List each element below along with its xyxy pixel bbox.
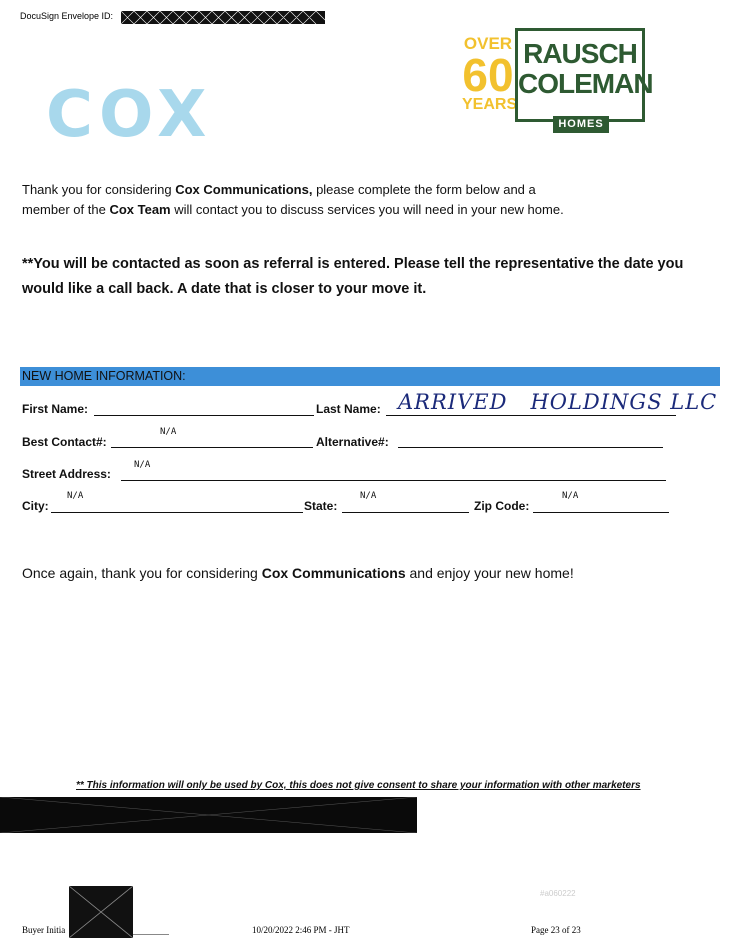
sixty-text: 60: [462, 49, 514, 101]
zip-code-label: Zip Code:: [474, 499, 530, 513]
state-label: State:: [304, 499, 338, 513]
over-60-years-badge: [462, 34, 518, 114]
page-number: Page 23 of 23: [531, 925, 581, 935]
street-address-value: N/A: [134, 460, 151, 470]
city-field[interactable]: [51, 512, 303, 513]
street-address-label: Street Address:: [22, 467, 111, 481]
closing-text: and enjoy your new home!: [405, 565, 574, 581]
city-label: City:: [22, 499, 49, 513]
initials-line: [133, 934, 169, 935]
envelope-id-redaction: [121, 11, 325, 24]
intro-line-2: [22, 200, 722, 220]
coleman-text: COLEMAN: [518, 68, 653, 99]
city-value: N/A: [67, 491, 84, 501]
homes-tag: HOMES: [553, 116, 609, 133]
intro-text: member of the: [22, 202, 110, 217]
zip-code-value: N/A: [562, 491, 579, 501]
buyer-initials-label: Buyer Initia: [22, 925, 66, 935]
street-address-field[interactable]: [121, 480, 666, 481]
intro-text: Thank you for considering: [22, 182, 176, 197]
closing-brand: Cox Communications: [261, 565, 406, 581]
cox-logo: COX: [46, 78, 213, 152]
envelope-id-label: DocuSign Envelope ID:: [20, 11, 114, 21]
closing-text: Once again, thank you for considering: [22, 565, 262, 581]
alternative-field[interactable]: [398, 447, 663, 448]
years-text: YEARS: [462, 96, 518, 113]
callback-callout: [22, 252, 727, 302]
alternative-label: Alternative#:: [316, 435, 389, 449]
callout-line-1: **You will be contacted as soon as referral is entered. Please tell the representative the date you: [22, 256, 684, 272]
intro-brand: Cox Communications,: [175, 182, 313, 197]
section-header: NEW HOME INFORMATION:: [20, 367, 720, 386]
rausch-text: RAUSCH: [523, 38, 637, 69]
state-field[interactable]: [342, 512, 469, 513]
first-name-field[interactable]: [94, 415, 314, 416]
intro-team: Cox Team: [109, 202, 171, 217]
intro-line-1: [22, 180, 722, 200]
redaction-bar: [0, 797, 417, 833]
best-contact-value: N/A: [160, 427, 177, 437]
last-name-field[interactable]: [386, 415, 676, 416]
over-text: OVER: [463, 34, 513, 53]
best-contact-field[interactable]: [111, 447, 313, 448]
best-contact-label: Best Contact#:: [22, 435, 107, 449]
disclaimer: ** This information will only be used by Cox, this does not give consent to share your information with other marketers: [76, 780, 641, 791]
state-value: N/A: [360, 491, 377, 501]
initials-redaction: [69, 886, 133, 938]
intro-paragraph: [22, 180, 722, 220]
first-name-label: First Name:: [22, 402, 89, 416]
closing-sentence: [22, 563, 574, 583]
document-code: #a060222: [540, 889, 576, 898]
zip-code-field[interactable]: [533, 512, 669, 513]
callout-line-2: would like a call back. A date that is closer to your move it.: [22, 281, 427, 297]
last-name-label: Last Name:: [316, 402, 381, 416]
timestamp: 10/20/2022 2:46 PM - JHT: [252, 925, 350, 935]
rausch-coleman-logo: [515, 28, 653, 122]
intro-text: will contact you to discuss services you will need in your new home.: [170, 202, 564, 217]
intro-text: please complete the form below and a: [312, 182, 536, 197]
last-name-value: ARRIVED HOLDINGS LLC: [398, 390, 718, 414]
